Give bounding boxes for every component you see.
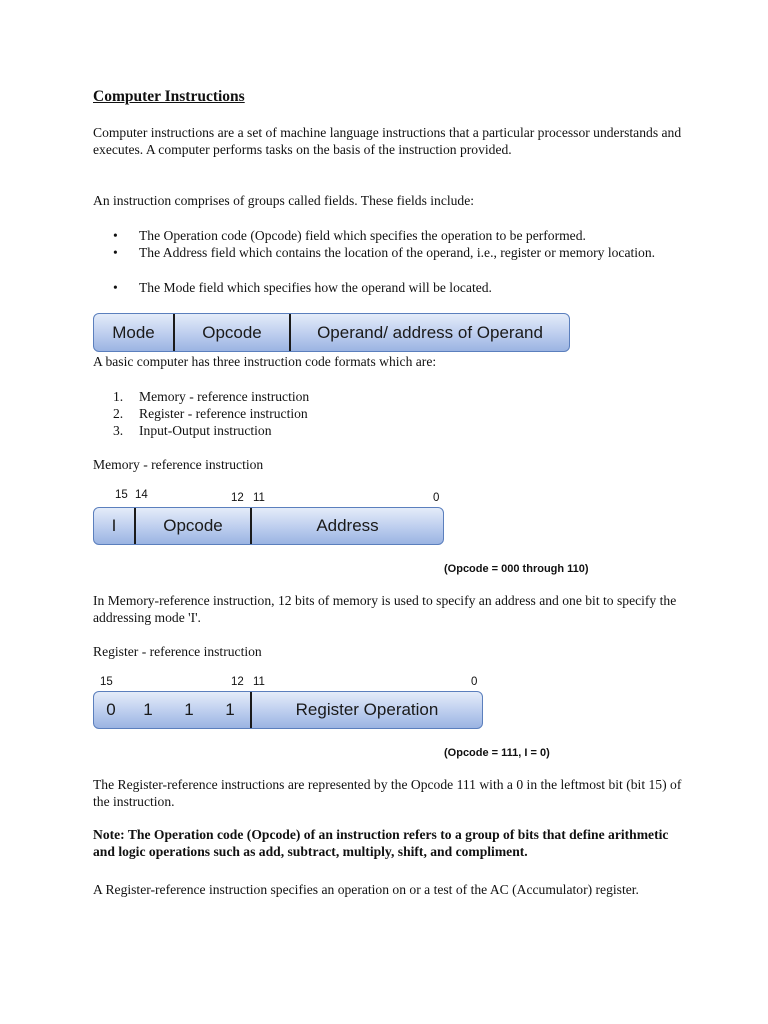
bullet-icon: • [113,245,118,260]
list-item-text: The Mode field which specifies how the operand will be located. [139,280,492,295]
address-cell: Address [250,508,443,544]
note-paragraph: Note: The Operation code (Opcode) of an instruction refers to a group of bits that define arithmetic and logic operations such as add, subtract, multiply, shift, and compliment. [93,827,669,859]
memory-bar [93,507,444,545]
bit-label: 12 [231,676,244,688]
bit-cell: 1 [225,700,235,719]
register-operation-cell: Register Operation [250,692,482,728]
bit-label: 0 [471,676,478,688]
memory-caption: (Opcode = 000 through 110) [444,563,589,575]
memory-paragraph: In Memory-reference instruction, 12 bits of memory is used to specify an address and one bit to specify the addressing mode 'I'. [93,593,677,625]
intro-paragraph: Computer instructions are a set of machine language instructions that a particular processor understands and executes. A computer performs tasks on the basis of the instruction provided. [93,125,682,157]
register-heading: Register - reference instruction [93,644,262,659]
bit-cell: 1 [184,700,194,719]
list-item-text: Memory - reference instruction [139,389,310,404]
bit-cell: 1 [143,700,153,719]
bit-label: 15 [115,489,128,501]
mode-cell: Mode [112,322,155,342]
closing-paragraph: A Register-reference instruction specifies an operation on or a test of the AC (Accumulator) register. [93,882,639,897]
bit-label: 0 [433,492,440,504]
bit-label: 11 [253,492,265,504]
instruction-format-diagram [93,313,570,352]
formats-intro: A basic computer has three instruction code formats which are: [93,354,437,369]
fields-intro: An instruction comprises of groups called fields. These fields include: [93,193,475,208]
list-number: 1. [113,389,124,404]
bullet-icon: • [113,228,118,243]
list-item-text: The Operation code (Opcode) field which specifies the operation to be performed. [139,228,586,243]
list-number: 3. [113,423,124,438]
caption-prefix: (Opcode = [444,747,502,759]
register-paragraph: The Register-reference instructions are represented by the Opcode 111 with a 0 in the leftmost bit (bit 15) of the instruction. [93,777,682,809]
bit-cell: 0 [106,700,116,719]
list-item-text: Register - reference instruction [139,406,308,421]
caption-suffix: ) [546,747,550,759]
bit-label: 15 [100,676,113,688]
opcode-cell: Opcode [134,508,250,544]
bullet-icon: • [113,280,118,295]
bit-label: 14 [135,489,148,501]
list-item-text: Input-Output instruction [139,423,272,438]
operand-cell: Operand/ address of Operand [289,314,569,351]
bit-label: 12 [231,492,244,504]
indirect-bit-cell: I [111,516,117,535]
caption-bold: 111, I = 0 [501,747,547,759]
bit-label: 11 [253,676,265,688]
register-bar [93,691,483,729]
list-item-text: The Address field which contains the location of the operand, i.e., register or memory location. [139,245,656,260]
register-caption [444,747,550,759]
memory-heading: Memory - reference instruction [93,457,264,472]
list-number: 2. [113,406,124,421]
page-title: Computer Instructions [93,88,245,105]
opcode-cell: Opcode [173,314,289,351]
